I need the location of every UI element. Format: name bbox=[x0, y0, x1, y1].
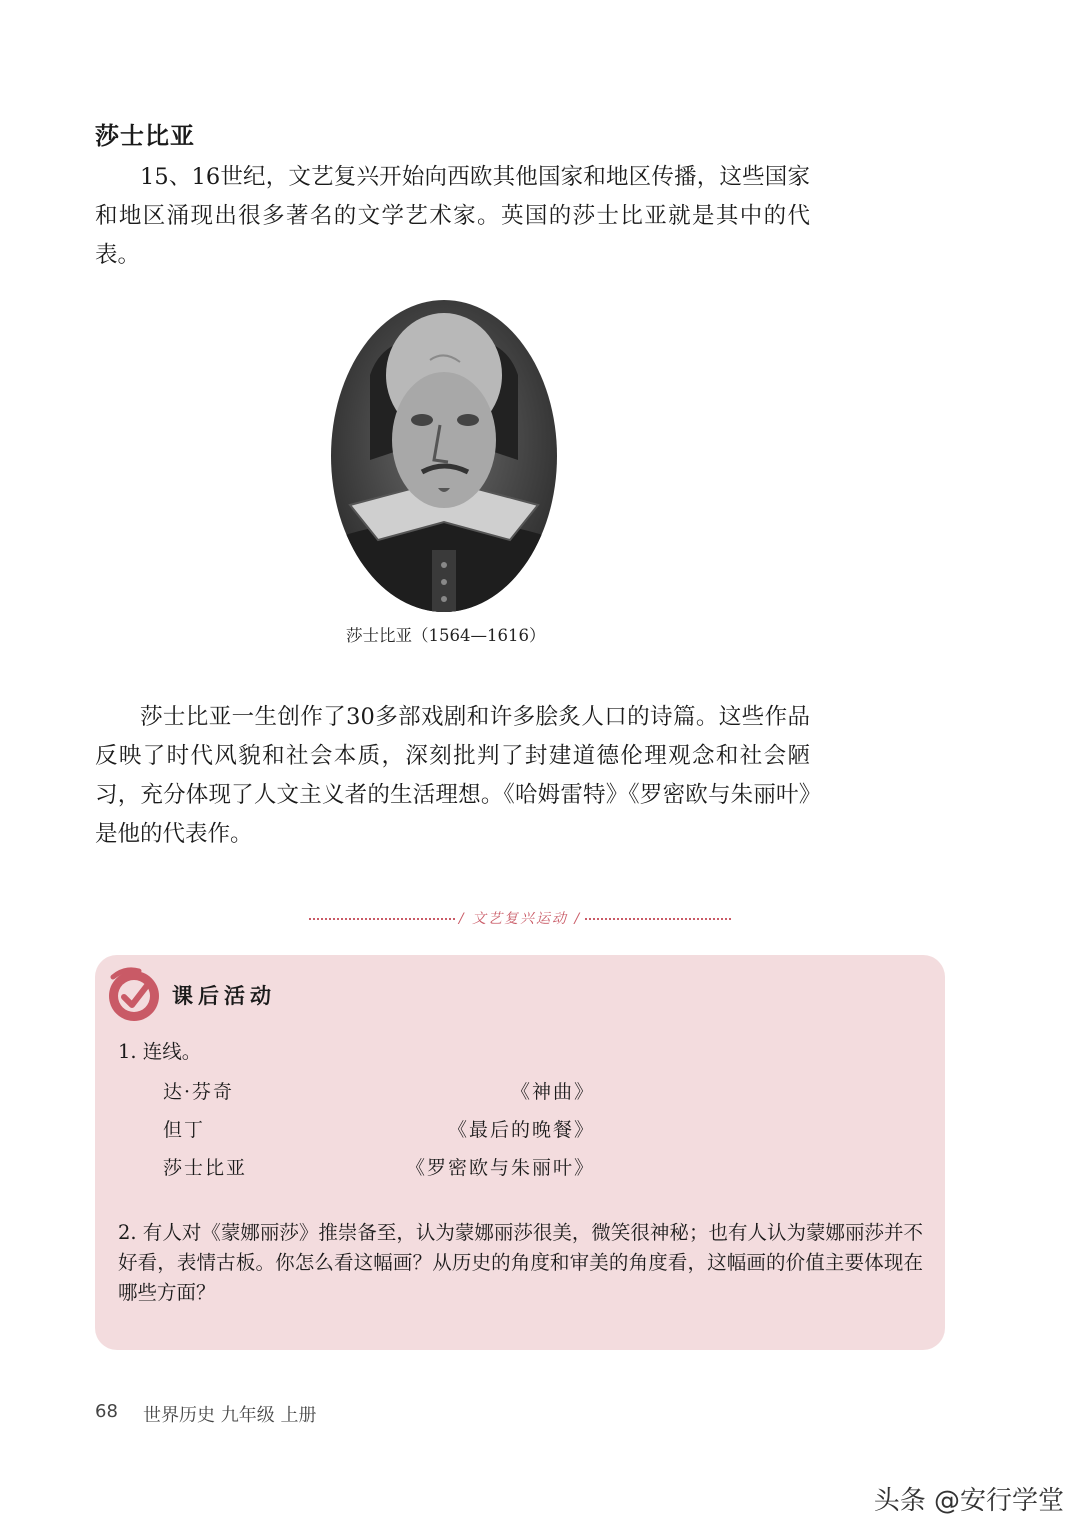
intro-paragraph: 15、16世纪，文艺复兴开始向西欧其他国家和地区传播，这些国家和地区涌现出很多著名的文学艺术家。英国的莎士比亚就是其中的代表。 bbox=[95, 164, 810, 268]
match-right-item: 《最后的晚餐》 bbox=[447, 1119, 595, 1141]
book-title: 世界历史 九年级 上册 bbox=[143, 1405, 317, 1426]
section-title: 莎士比亚 bbox=[95, 122, 195, 150]
activity-title: 课后活动 bbox=[172, 984, 276, 1008]
activity-badge-icon bbox=[105, 965, 163, 1023]
match-right-item: 《神曲》 bbox=[510, 1081, 595, 1103]
shakespeare-portrait bbox=[330, 300, 558, 613]
portrait-caption: 莎士比亚（1564—1616） bbox=[346, 626, 546, 645]
question-1: 1. 连线。 bbox=[118, 1040, 202, 1063]
watermark: 头条 @安行学堂 bbox=[873, 1486, 1064, 1516]
divider-dots-right bbox=[585, 910, 731, 920]
divider-label: / 文艺复兴运动 / bbox=[458, 911, 582, 927]
match-left-item: 莎士比亚 bbox=[163, 1157, 248, 1179]
chapter-divider bbox=[305, 908, 735, 928]
match-left-item: 但丁 bbox=[163, 1119, 206, 1141]
page-number: 68 bbox=[95, 1401, 118, 1422]
works-paragraph: 莎士比亚一生创作了30多部戏剧和许多脍炙人口的诗篇。这些作品反映了时代风貌和社会本质，深刻批判了封建道德伦理观念和社会陋习，充分体现了人文主义者的生活理想。《哈姆雷特》《罗密欧与朱丽叶》是他的代表作。 bbox=[95, 704, 810, 847]
divider-dots-left bbox=[309, 910, 455, 920]
match-right-item: 《罗密欧与朱丽叶》 bbox=[405, 1157, 595, 1179]
match-left-item: 达·芬奇 bbox=[163, 1081, 235, 1103]
question-2: 2. 有人对《蒙娜丽莎》推崇备至，认为蒙娜丽莎很美，微笑很神秘；也有人认为蒙娜丽莎并不好看，表情古板。你怎么看这幅画？从历史的角度和审美的角度看，这幅画的价值主要体现在哪些方面？ bbox=[118, 1221, 923, 1304]
